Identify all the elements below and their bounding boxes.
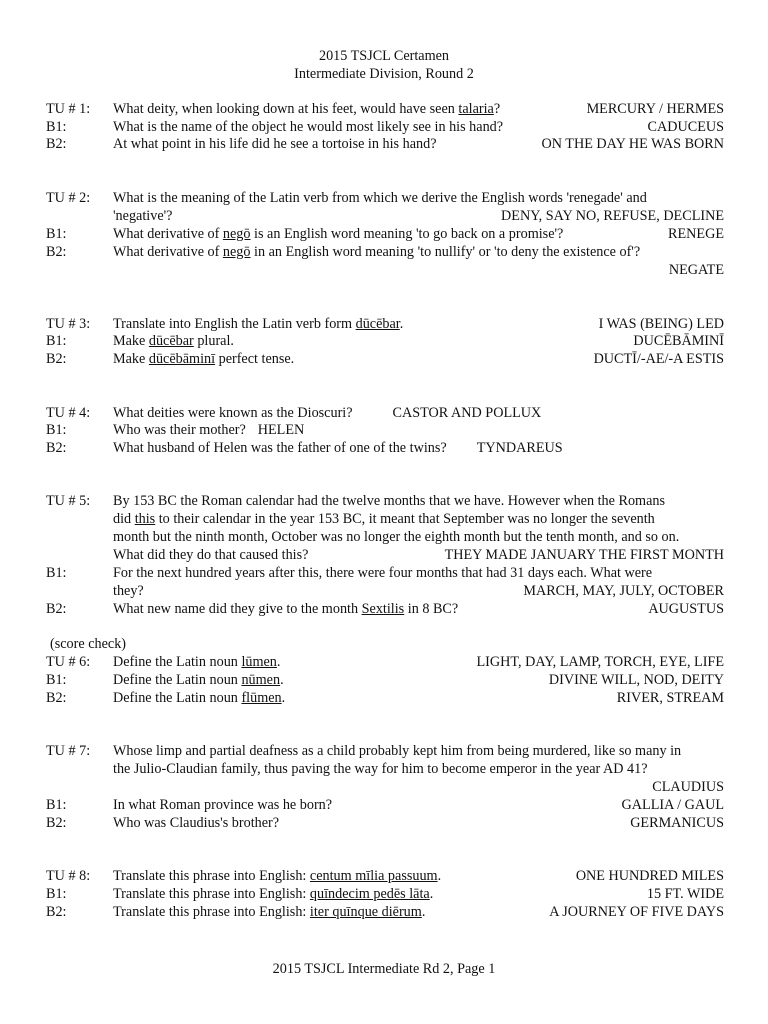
answer: 15 FT. WIDE <box>646 886 724 902</box>
latin-term: Sextilis <box>361 601 405 617</box>
latin-phrase: quīndecim pedēs lāta <box>309 886 430 902</box>
bonus-6-2 <box>46 689 724 707</box>
question-label: TU # 2: <box>46 190 91 206</box>
bonus-3-2 <box>46 350 724 368</box>
latin-term: dūcēbāminī <box>148 351 216 367</box>
question-text: Who was their mother? HELEN <box>113 422 305 438</box>
question-label: B2: <box>46 244 67 260</box>
question-label: B2: <box>46 601 67 617</box>
answer: GALLIA / GAUL <box>621 797 724 813</box>
tossup-5 <box>46 492 724 510</box>
latin-term: flūmen <box>241 690 282 706</box>
answer: A JOURNEY OF FIVE DAYS <box>549 904 724 920</box>
tossup-7-answer-line <box>46 778 724 796</box>
tossup-5-line-2 <box>46 510 724 528</box>
question-text: Translate into English the Latin verb form dūcēbar. <box>113 316 404 332</box>
question-text: Define the Latin noun flūmen. <box>113 690 286 706</box>
tossup-7 <box>46 742 724 760</box>
question-label: TU # 7: <box>46 743 91 759</box>
question-text: What derivative of negō is an English word meaning 'to go back on a promise'? <box>113 226 564 242</box>
question-text: Define the Latin noun nūmen. <box>113 672 284 688</box>
question-text: At what point in his life did he see a tortoise in his hand? <box>113 136 437 152</box>
answer: LIGHT, DAY, LAMP, TORCH, EYE, LIFE <box>476 654 724 670</box>
question-text: month but the ninth month, October was no longer the eighth month but the tenth month, and so on. <box>113 529 680 545</box>
latin-phrase: iter quīnque diērum <box>309 904 422 920</box>
answer: MARCH, MAY, JULY, OCTOBER <box>523 583 724 599</box>
bonus-4-1 <box>46 421 724 439</box>
bonus-2-1 <box>46 225 724 243</box>
tossup-6 <box>46 653 724 671</box>
answer: CASTOR AND POLLUX <box>392 405 542 421</box>
tossup-1 <box>46 100 724 118</box>
document-subtitle: Intermediate Division, Round 2 <box>294 66 474 82</box>
tossup-5-line-3 <box>46 528 724 546</box>
tossup-7-line-2 <box>46 760 724 778</box>
tossup-2 <box>46 189 724 207</box>
latin-term: talaria <box>458 101 494 117</box>
question-label: B2: <box>46 815 67 831</box>
question-text: they? <box>113 583 144 599</box>
question-text: Translate this phrase into English: quīndecim pedēs lāta. <box>113 886 434 902</box>
bonus-5-1-line-2 <box>46 582 724 600</box>
latin-term: lūmen <box>241 654 277 670</box>
latin-term: negō <box>222 244 251 260</box>
bonus-5-1 <box>46 564 724 582</box>
score-check-note: (score check) <box>50 636 127 652</box>
tossup-4 <box>46 404 724 422</box>
answer: ON THE DAY HE WAS BORN <box>541 136 724 152</box>
latin-term: negō <box>222 226 251 242</box>
answer: DUCTĪ/-AE/-A ESTIS <box>593 351 724 367</box>
question-text: What derivative of negō in an English word meaning 'to nullify' or 'to deny the existence of'? <box>113 244 641 260</box>
bonus-2-2-answer-line <box>46 261 724 279</box>
question-label: B1: <box>46 672 67 688</box>
answer: HELEN <box>257 422 305 438</box>
answer: GERMANICUS <box>630 815 724 831</box>
question-label: B2: <box>46 136 67 152</box>
question-label: B1: <box>46 333 67 349</box>
question-text: What is the meaning of the Latin verb from which we derive the English words 'renegade' and <box>113 190 647 206</box>
bonus-2-2 <box>46 243 724 261</box>
question-text: What new name did they give to the month Sextilis in 8 BC? <box>113 601 459 617</box>
question-label: TU # 6: <box>46 654 91 670</box>
answer: I WAS (BEING) LED <box>598 316 724 332</box>
bonus-5-2 <box>46 600 724 618</box>
question-text: the Julio-Claudian family, thus paving the way for him to become emperor in the year AD 41? <box>113 761 648 777</box>
bonus-6-1 <box>46 671 724 689</box>
question-label: B1: <box>46 886 67 902</box>
question-text: Translate this phrase into English: centum mīlia passuum. <box>113 868 442 884</box>
answer: CLAUDIUS <box>652 779 724 795</box>
bonus-8-1 <box>46 885 724 903</box>
answer: NEGATE <box>668 262 724 278</box>
question-label: B1: <box>46 565 67 581</box>
answer: DUCĒBĀMINĪ <box>633 333 724 349</box>
bonus-7-2 <box>46 814 724 832</box>
question-label: B1: <box>46 226 67 242</box>
latin-phrase: centum mīlia passuum <box>309 868 438 884</box>
answer: RENEGE <box>668 226 724 242</box>
answer: DIVINE WILL, NOD, DEITY <box>548 672 724 688</box>
question-text: By 153 BC the Roman calendar had the twelve months that we have. However when the Romans <box>113 493 665 509</box>
question-label: TU # 1: <box>46 101 91 117</box>
question-text: What is the name of the object he would most likely see in his hand? <box>113 119 504 135</box>
question-label: TU # 8: <box>46 868 91 884</box>
latin-term: dūcēbar <box>148 333 194 349</box>
question-label: B2: <box>46 690 67 706</box>
latin-term: nūmen <box>241 672 281 688</box>
question-text: Translate this phrase into English: iter quīnque diērum. <box>113 904 426 920</box>
question-text: Who was Claudius's brother? <box>113 815 280 831</box>
answer: MERCURY / HERMES <box>586 101 724 117</box>
question-label: B1: <box>46 119 67 135</box>
answer: RIVER, STREAM <box>616 690 724 706</box>
question-text: What deity, when looking down at his feet, would have seen talaria? <box>113 101 501 117</box>
question-text: Define the Latin noun lūmen. <box>113 654 281 670</box>
question-text: What did they do that caused this? <box>113 547 309 563</box>
question-label: TU # 3: <box>46 316 91 332</box>
key-term: this <box>134 511 156 527</box>
answer: THEY MADE JANUARY THE FIRST MONTH <box>444 547 724 563</box>
answer: CADUCEUS <box>647 119 724 135</box>
question-text: Whose limp and partial deafness as a child probably kept him from being murdered, like so many in <box>113 743 682 759</box>
tossup-8 <box>46 867 724 885</box>
document-title: 2015 TSJCL Certamen <box>318 48 450 64</box>
bonus-8-2 <box>46 903 724 921</box>
tossup-3 <box>46 315 724 333</box>
page-footer: 2015 TSJCL Intermediate Rd 2, Page 1 <box>272 961 496 977</box>
question-text: Make dūcēbar plural. <box>113 333 234 349</box>
question-label: B2: <box>46 351 67 367</box>
bonus-1-1 <box>46 118 724 136</box>
bonus-1-2 <box>46 135 724 153</box>
question-text: Make dūcēbāminī perfect tense. <box>113 351 295 367</box>
bonus-4-2 <box>46 439 724 457</box>
tossup-2-line-2 <box>46 207 724 225</box>
tossup-5-line-4 <box>46 546 724 564</box>
question-label: B2: <box>46 440 67 456</box>
bonus-3-1 <box>46 332 724 350</box>
question-label: B1: <box>46 422 67 438</box>
question-text: 'negative'? <box>113 208 173 224</box>
answer: AUGUSTUS <box>648 601 724 617</box>
question-label: TU # 4: <box>46 405 91 421</box>
answer: DENY, SAY NO, REFUSE, DECLINE <box>501 208 724 224</box>
bonus-7-1 <box>46 796 724 814</box>
question-label: TU # 5: <box>46 493 91 509</box>
answer: ONE HUNDRED MILES <box>575 868 724 884</box>
answer: TYNDAREUS <box>476 440 563 456</box>
latin-term: dūcēbar <box>355 316 400 332</box>
question-text: In what Roman province was he born? <box>113 797 333 813</box>
question-text: What deities were known as the Dioscuri? CASTOR AND POLLUX <box>113 405 542 421</box>
question-text: did this to their calendar in the year 153 BC, it meant that September was no longer the seventh <box>113 511 655 527</box>
question-label: B1: <box>46 797 67 813</box>
question-text: For the next hundred years after this, there were four months that had 31 days each. What were <box>113 565 653 581</box>
question-text: What husband of Helen was the father of one of the twins? TYNDAREUS <box>113 440 563 456</box>
question-label: B2: <box>46 904 67 920</box>
